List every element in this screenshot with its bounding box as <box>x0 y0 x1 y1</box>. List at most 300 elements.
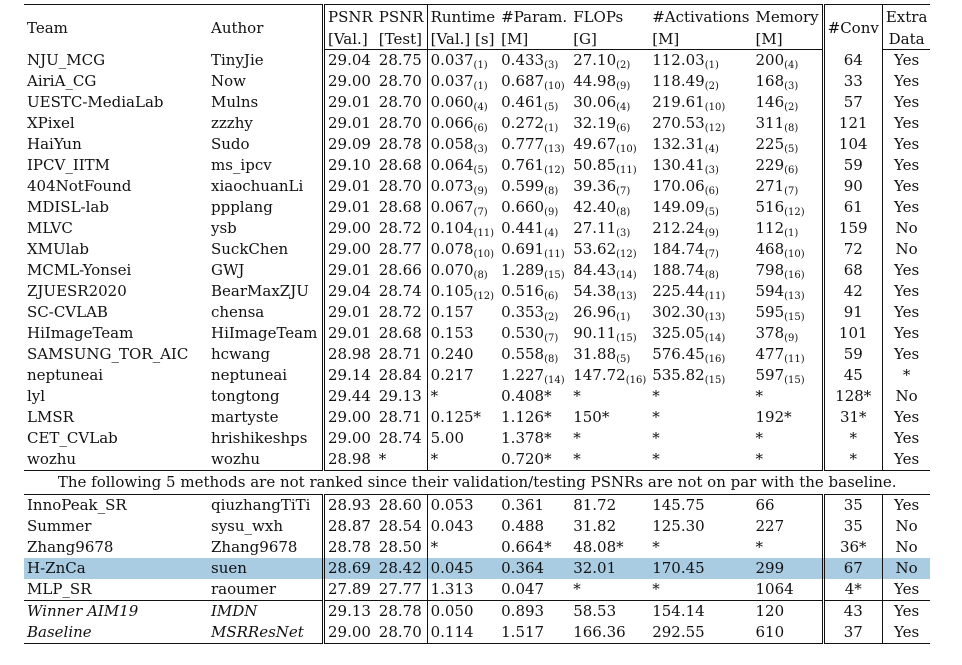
cell-activations-rank: (8) <box>704 270 719 281</box>
cell-activations-value: 118.49 <box>652 72 705 90</box>
cell-author <box>208 579 324 601</box>
cell-param-rank: (6) <box>544 291 559 302</box>
cell-author-value: xiaochuanLi <box>211 177 304 195</box>
cell-flops-value: 81.72 <box>573 496 617 514</box>
cell-conv-value: 68 <box>843 261 863 279</box>
cell-author-value: hrishikeshps <box>211 429 308 447</box>
cell-psnr-test <box>376 365 427 386</box>
header-runtime-unit: [Val.] [s] <box>427 27 498 50</box>
cell-extra-value: Yes <box>894 198 920 216</box>
cell-psnr-val-value: 29.14 <box>328 366 371 384</box>
cell-activations-rank: (13) <box>704 312 726 323</box>
cell-activations <box>649 386 752 407</box>
cell-runtime <box>427 428 498 449</box>
cell-psnr-val-value: 29.01 <box>328 198 371 216</box>
cell-author-value: zzzhy <box>211 114 253 132</box>
cell-team-value: MLP_SR <box>27 580 92 598</box>
cell-runtime <box>427 622 498 644</box>
cell-activations-value: * <box>652 408 660 426</box>
cell-conv-value: 35 <box>843 517 863 535</box>
cell-team <box>24 323 208 344</box>
cell-team-value: wozhu <box>27 450 77 468</box>
cell-activations <box>649 176 752 197</box>
cell-conv-value: 31* <box>839 408 867 426</box>
cell-extra <box>882 386 930 407</box>
cell-psnr-val <box>324 218 376 239</box>
cell-author <box>208 622 324 644</box>
table-row <box>24 302 930 323</box>
cell-psnr-test <box>376 407 427 428</box>
cell-psnr-val <box>324 537 376 558</box>
cell-memory-rank: (12) <box>784 207 805 218</box>
cell-team <box>24 92 208 113</box>
cell-team <box>24 579 208 601</box>
cell-extra <box>882 579 930 601</box>
cell-memory <box>752 71 823 92</box>
cell-memory-rank: (15) <box>784 312 805 323</box>
cell-psnr-val <box>324 495 376 517</box>
cell-author-value: ppplang <box>211 198 273 216</box>
cell-extra <box>882 260 930 281</box>
cell-flops-rank: (12) <box>616 249 637 260</box>
cell-flops-value: * <box>573 387 581 405</box>
cell-flops-value: 84.43 <box>573 261 617 279</box>
cell-conv-value: * <box>849 450 857 468</box>
cell-param-value: 1.517 <box>501 623 545 641</box>
cell-psnr-test <box>376 113 427 134</box>
cell-flops-value: * <box>573 450 581 468</box>
cell-conv <box>823 113 882 134</box>
cell-activations-rank: (3) <box>704 165 719 176</box>
header-psnr-val-unit: [Val.] <box>324 27 376 50</box>
cell-runtime <box>427 386 498 407</box>
cell-param <box>498 407 570 428</box>
cell-conv <box>823 579 882 601</box>
cell-activations <box>649 516 752 537</box>
cell-team-value: LMSR <box>27 408 74 426</box>
cell-runtime <box>427 495 498 517</box>
cell-flops-rank: (3) <box>616 228 631 239</box>
header-psnr-val: PSNR <box>324 5 376 28</box>
cell-activations <box>649 323 752 344</box>
cell-runtime-value: 0.217 <box>430 366 474 384</box>
cell-extra <box>882 622 930 644</box>
cell-runtime-value: 0.104 <box>430 219 474 237</box>
cell-memory-rank: (16) <box>784 270 805 281</box>
cell-author-value: Sudo <box>211 135 250 153</box>
cell-memory <box>752 218 823 239</box>
cell-psnr-test-value: 28.60 <box>378 496 422 514</box>
cell-runtime <box>427 155 498 176</box>
cell-author <box>208 113 324 134</box>
cell-extra <box>882 407 930 428</box>
cell-psnr-val-value: 29.10 <box>328 156 371 174</box>
cell-extra-value: Yes <box>894 156 920 174</box>
cell-activations-value: 270.53 <box>652 114 705 132</box>
cell-team-value: IPCV_IITM <box>27 156 111 174</box>
cell-psnr-test-value: 28.66 <box>378 261 422 279</box>
cell-extra <box>882 281 930 302</box>
table-row <box>24 134 930 155</box>
cell-activations-value: 130.41 <box>652 156 705 174</box>
cell-activations-rank: (10) <box>704 102 726 113</box>
header-row-1 <box>24 5 930 28</box>
cell-runtime <box>427 601 498 623</box>
cell-runtime-rank: (3) <box>473 144 488 155</box>
header-runtime: Runtime <box>427 5 498 28</box>
cell-param <box>498 92 570 113</box>
cell-runtime-value: 0.114 <box>430 623 474 641</box>
cell-param-value: 0.353 <box>501 303 545 321</box>
cell-runtime-rank: (12) <box>473 291 495 302</box>
cell-runtime <box>427 323 498 344</box>
cell-activations-value: 149.09 <box>652 198 705 216</box>
cell-conv <box>823 92 882 113</box>
cell-psnr-val <box>324 516 376 537</box>
table-row <box>24 239 930 260</box>
cell-memory-value: * <box>755 387 763 405</box>
cell-flops <box>570 176 649 197</box>
cell-runtime-rank: (6) <box>473 123 488 134</box>
cell-conv <box>823 407 882 428</box>
cell-activations-value: * <box>652 387 660 405</box>
cell-flops <box>570 622 649 644</box>
cell-activations <box>649 134 752 155</box>
cell-team-value: CET_CVLab <box>27 429 118 447</box>
cell-psnr-val <box>324 428 376 449</box>
cell-memory-rank: (2) <box>784 102 799 113</box>
cell-activations <box>649 239 752 260</box>
ranked-body <box>24 50 930 471</box>
cell-extra <box>882 323 930 344</box>
cell-flops <box>570 537 649 558</box>
cell-psnr-test-value: 28.54 <box>378 517 422 535</box>
cell-flops-value: 32.19 <box>573 114 617 132</box>
cell-flops-value: 50.85 <box>573 156 617 174</box>
cell-extra-value: Yes <box>894 580 920 598</box>
cell-activations-value: * <box>652 580 660 598</box>
cell-param-rank: (9) <box>544 207 559 218</box>
header-flops: FLOPs <box>570 5 649 28</box>
cell-flops <box>570 134 649 155</box>
cell-param-rank: (8) <box>544 354 559 365</box>
cell-flops-value: 48.08* <box>573 538 624 556</box>
cell-team <box>24 495 208 517</box>
cell-memory-value: 798 <box>755 261 785 279</box>
cell-param <box>498 449 570 471</box>
cell-team <box>24 537 208 558</box>
cell-team-value: 404NotFound <box>27 177 132 195</box>
cell-activations <box>649 407 752 428</box>
cell-psnr-val-value: 28.87 <box>328 517 371 535</box>
cell-psnr-test <box>376 622 427 644</box>
unranked-body <box>24 495 930 601</box>
cell-flops <box>570 218 649 239</box>
cell-flops-rank: (9) <box>616 81 631 92</box>
header-activations-unit: [M] <box>649 27 752 50</box>
cell-memory-rank: (13) <box>784 291 805 302</box>
cell-author-value: Mulns <box>211 93 259 111</box>
cell-activations-rank: (15) <box>704 375 726 386</box>
separator-note: The following 5 methods are not ranked since their validation/testing PSNRs are not on par with the baseline. <box>24 471 930 495</box>
cell-author <box>208 50 324 72</box>
cell-author-value: suen <box>211 559 247 577</box>
cell-param-value: 0.516 <box>501 282 545 300</box>
cell-author-value: MSRResNet <box>211 623 304 641</box>
cell-conv-value: 36* <box>839 538 867 556</box>
cell-activations-value: * <box>652 429 660 447</box>
cell-memory-rank: (6) <box>784 165 799 176</box>
header-psnr-test-unit: [Test] <box>376 27 427 50</box>
header-activations: #Activations <box>649 5 752 28</box>
cell-author <box>208 516 324 537</box>
cell-extra-value: Yes <box>894 345 920 363</box>
cell-memory <box>752 176 823 197</box>
cell-param-value: 0.691 <box>501 240 545 258</box>
cell-team <box>24 239 208 260</box>
cell-activations <box>649 537 752 558</box>
cell-activations-rank: (11) <box>704 291 726 302</box>
cell-memory-value: 299 <box>755 559 785 577</box>
cell-flops <box>570 197 649 218</box>
cell-conv-value: 159 <box>838 219 868 237</box>
cell-memory-rank: (1) <box>784 228 799 239</box>
table-row <box>24 537 930 558</box>
cell-runtime-value: 0.078 <box>430 240 474 258</box>
cell-extra <box>882 344 930 365</box>
cell-memory <box>752 260 823 281</box>
cell-extra-value: Yes <box>894 114 920 132</box>
cell-flops-rank: (11) <box>616 165 637 176</box>
cell-conv <box>823 176 882 197</box>
cell-activations-value: 535.82 <box>652 366 705 384</box>
cell-param-value: 0.777 <box>501 135 545 153</box>
cell-author-value: hcwang <box>211 345 271 363</box>
cell-conv <box>823 155 882 176</box>
table-row <box>24 281 930 302</box>
cell-conv <box>823 281 882 302</box>
cell-memory-rank: (15) <box>784 375 805 386</box>
cell-runtime <box>427 558 498 579</box>
cell-flops-value: 44.98 <box>573 72 617 90</box>
cell-runtime <box>427 92 498 113</box>
cell-param-rank: (13) <box>544 144 565 155</box>
cell-team <box>24 302 208 323</box>
cell-memory <box>752 92 823 113</box>
cell-param-rank: (1) <box>544 123 559 134</box>
cell-param <box>498 558 570 579</box>
cell-param-value: 0.361 <box>501 496 545 514</box>
cell-activations-value: 132.31 <box>652 135 705 153</box>
cell-extra <box>882 176 930 197</box>
cell-team-value: MLVC <box>27 219 73 237</box>
cell-extra <box>882 537 930 558</box>
cell-author <box>208 558 324 579</box>
cell-activations <box>649 155 752 176</box>
cell-param-value: 0.364 <box>501 559 545 577</box>
cell-psnr-val <box>324 579 376 601</box>
cell-memory-value: 610 <box>755 623 785 641</box>
cell-activations <box>649 428 752 449</box>
table-row <box>24 558 930 579</box>
cell-flops-rank: (4) <box>616 102 631 113</box>
cell-extra <box>882 197 930 218</box>
cell-memory-value: 595 <box>755 303 785 321</box>
cell-conv <box>823 428 882 449</box>
cell-psnr-val <box>324 449 376 471</box>
cell-memory-rank: (4) <box>784 60 799 71</box>
cell-psnr-val-value: 29.04 <box>328 51 371 69</box>
cell-team-value: SAMSUNG_TOR_AIC <box>27 345 189 363</box>
cell-psnr-val-value: 27.89 <box>328 580 371 598</box>
cell-author-value: sysu_wxh <box>211 517 283 535</box>
cell-param-value: 0.530 <box>501 324 545 342</box>
cell-memory-rank: (9) <box>784 333 799 344</box>
cell-memory <box>752 579 823 601</box>
cell-flops <box>570 281 649 302</box>
cell-runtime <box>427 50 498 72</box>
cell-param-rank: (8) <box>544 186 559 197</box>
results-table <box>24 4 930 644</box>
cell-author <box>208 260 324 281</box>
cell-extra-value: Yes <box>894 135 920 153</box>
cell-team <box>24 155 208 176</box>
cell-extra <box>882 449 930 471</box>
cell-psnr-test-value: 28.74 <box>378 282 422 300</box>
table-row <box>24 622 930 644</box>
cell-team-value: ZJUESR2020 <box>27 282 127 300</box>
cell-psnr-val <box>324 260 376 281</box>
cell-activations-value: * <box>652 538 660 556</box>
cell-psnr-test <box>376 155 427 176</box>
cell-activations-value: * <box>652 450 660 468</box>
cell-conv-value: * <box>849 429 857 447</box>
cell-team <box>24 218 208 239</box>
cell-flops <box>570 239 649 260</box>
cell-memory-value: * <box>755 450 763 468</box>
cell-psnr-test-value: 28.71 <box>378 408 422 426</box>
cell-param <box>498 281 570 302</box>
cell-flops <box>570 365 649 386</box>
cell-psnr-test <box>376 134 427 155</box>
cell-runtime-value: 0.045 <box>430 559 474 577</box>
separator-body <box>24 471 930 495</box>
cell-author-value: ysb <box>211 219 237 237</box>
cell-psnr-test <box>376 449 427 471</box>
cell-runtime <box>427 113 498 134</box>
cell-memory <box>752 537 823 558</box>
cell-memory-value: 597 <box>755 366 785 384</box>
cell-extra-value: Yes <box>894 51 920 69</box>
cell-activations-value: 145.75 <box>652 496 705 514</box>
cell-psnr-test-value: 28.78 <box>378 602 422 620</box>
cell-param <box>498 50 570 72</box>
cell-team-value: NJU_MCG <box>27 50 106 69</box>
cell-param-value: 0.461 <box>501 93 545 111</box>
cell-team <box>24 407 208 428</box>
cell-memory-value: 477 <box>755 345 785 363</box>
cell-flops <box>570 155 649 176</box>
cell-memory-rank: (11) <box>784 354 805 365</box>
cell-team <box>24 558 208 579</box>
cell-runtime-value: 0.066 <box>430 114 474 132</box>
cell-author-value: martyste <box>211 408 279 426</box>
cell-param-rank: (7) <box>544 333 559 344</box>
cell-psnr-val <box>324 601 376 623</box>
cell-flops-value: 49.67 <box>573 135 617 153</box>
header-param-unit: [M] <box>498 27 570 50</box>
cell-activations <box>649 113 752 134</box>
cell-runtime-value: 0.073 <box>430 177 474 195</box>
cell-param-value: 1.289 <box>501 261 545 279</box>
cell-flops-rank: (13) <box>616 291 637 302</box>
cell-activations-value: 188.74 <box>652 261 705 279</box>
cell-memory-value: 229 <box>755 156 785 174</box>
table-row <box>24 218 930 239</box>
cell-extra-value: No <box>895 538 918 556</box>
cell-author-value: TinyJie <box>211 50 264 69</box>
cell-param <box>498 428 570 449</box>
table-row <box>24 579 930 601</box>
cell-psnr-val-value: 29.00 <box>328 72 371 90</box>
cell-flops-value: 31.88 <box>573 345 617 363</box>
cell-extra-value: No <box>895 240 918 258</box>
cell-param-value: 1.126* <box>501 408 552 426</box>
cell-extra-value: Yes <box>894 602 920 620</box>
cell-flops-value: 58.53 <box>573 602 617 620</box>
table-row <box>24 428 930 449</box>
cell-author <box>208 449 324 471</box>
cell-activations <box>649 495 752 517</box>
cell-flops-value: * <box>573 580 581 598</box>
cell-memory-rank: (3) <box>784 81 799 92</box>
cell-psnr-test-value: 29.13 <box>378 387 422 405</box>
cell-param <box>498 176 570 197</box>
cell-psnr-val <box>324 558 376 579</box>
cell-memory <box>752 134 823 155</box>
cell-activations <box>649 601 752 623</box>
table-row <box>24 176 930 197</box>
cell-team <box>24 281 208 302</box>
cell-runtime <box>427 516 498 537</box>
cell-param <box>498 71 570 92</box>
cell-runtime-value: 0.058 <box>430 135 474 153</box>
cell-psnr-val <box>324 71 376 92</box>
cell-conv <box>823 558 882 579</box>
cell-psnr-val-value: 29.01 <box>328 93 371 111</box>
cell-runtime-value: 0.050 <box>430 602 474 620</box>
cell-runtime <box>427 449 498 471</box>
cell-memory <box>752 495 823 517</box>
cell-extra <box>882 218 930 239</box>
cell-param-value: 0.599 <box>501 177 545 195</box>
cell-flops <box>570 449 649 471</box>
table-row <box>24 516 930 537</box>
cell-memory-value: 311 <box>755 114 785 132</box>
cell-param <box>498 260 570 281</box>
cell-param <box>498 134 570 155</box>
cell-runtime-value: 0.153 <box>430 324 474 342</box>
cell-runtime-value: 0.037 <box>430 72 474 90</box>
cell-memory-value: 66 <box>755 496 775 514</box>
cell-runtime-value: 0.037 <box>430 51 474 69</box>
cell-activations-rank: (7) <box>704 249 719 260</box>
cell-psnr-val-value: 29.00 <box>328 429 371 447</box>
cell-runtime-rank: (4) <box>473 102 488 113</box>
cell-runtime-value: 0.240 <box>430 345 474 363</box>
cell-flops <box>570 428 649 449</box>
cell-conv <box>823 239 882 260</box>
